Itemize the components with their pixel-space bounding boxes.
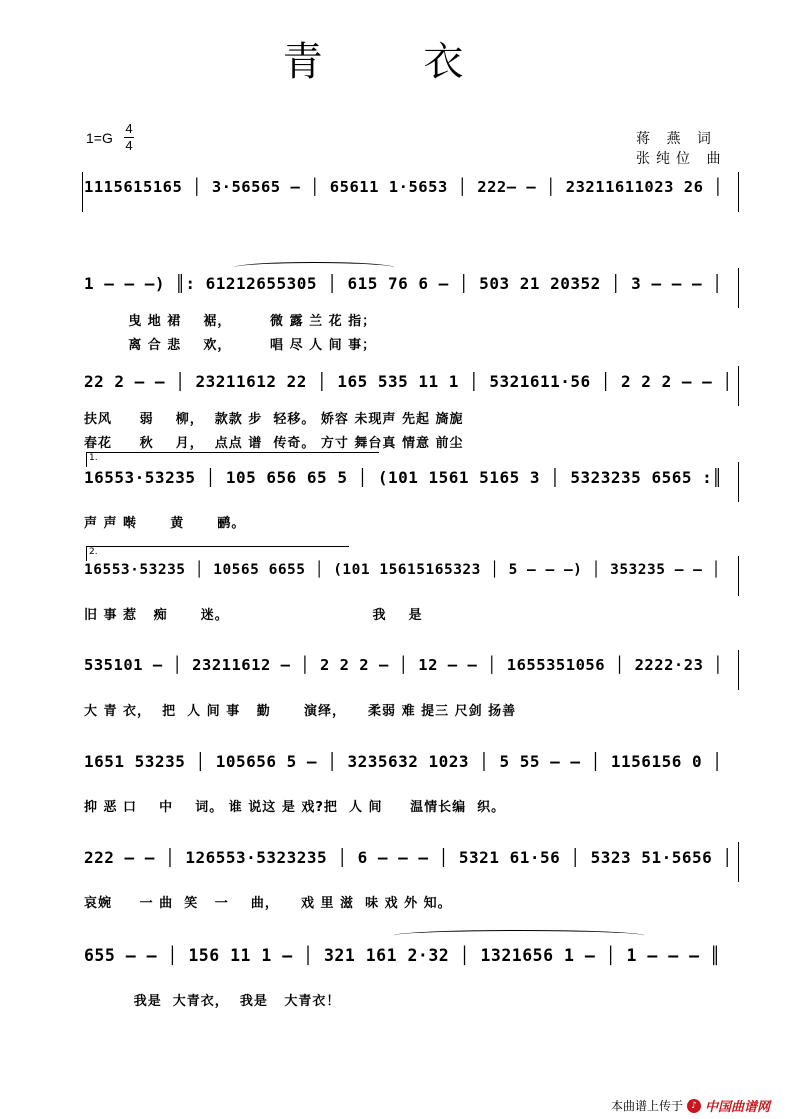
time-signature-bottom: 4 — [125, 138, 133, 153]
lyric-line: 曳 地 裙 裾， 微 露 兰 花 指； — [84, 314, 377, 329]
notation-line: 535101 – │ 23211612 – │ 2 2 2 – │ 12 – – │ 1655351056 │ 2222·23 │ — [84, 656, 724, 674]
notation-line: 655 – – │ 156 11 1 – │ 321 161 2·32 │ 1321656 1 – │ 1 – – – ║ — [84, 946, 721, 965]
volta-bracket-2: 2. — [86, 546, 349, 561]
score-system-7 — [84, 746, 740, 786]
composer-credit: 张纯位 曲 — [636, 151, 727, 167]
lyric-line: 扶风 弱 柳， 款款 步 轻移。 娇容 未现声 先起 旖旎 — [84, 412, 464, 427]
site-logo[interactable]: 中国曲谱网 — [704, 1100, 770, 1115]
lyric-line: 哀婉 一 曲 笑 一 曲， 戏 里 滋 味 戏 外 知。 — [84, 896, 452, 911]
song-title: 青 衣 — [282, 39, 508, 85]
lyric-line: 抑 恶 口 中 词。 谁 说这 是 戏?把 人 间 温情长编 织。 — [84, 800, 506, 815]
score-system-3 — [84, 366, 740, 406]
volta-bracket-1: 1. — [86, 452, 379, 467]
notation-line: 22 2 – – │ 23211612 22 │ 165 535 11 1 │ 5321611·56 │ 2 2 2 – – │ — [84, 372, 733, 391]
lyric-line: 我是 大青衣， 我是 大青衣！ — [84, 994, 341, 1009]
circle-logo-icon: ♪ — [687, 1099, 701, 1113]
lyric-line: 大 青 衣， 把 人 间 事 勤 演绎， 柔弱 难 提三 尺剑 扬善 — [84, 704, 517, 719]
score-system-8 — [84, 842, 740, 882]
key-signature: 1=G — [86, 130, 113, 146]
footer-text: 本曲谱上传于 — [610, 1099, 683, 1113]
lyric-line: 离 合 悲 欢， 唱 尽 人 间 事； — [84, 338, 377, 353]
score-system-5 — [84, 556, 740, 596]
lyric-line: 声 声 啭 黄 鹂。 — [84, 516, 246, 531]
footer-credit — [611, 1096, 770, 1115]
notation-line: 1651 53235 │ 105656 5 – │ 3235632 1023 │ 5 55 – – │ 1156156 0 │ — [84, 752, 723, 771]
notation-line: 1 – – –) ║: 61212655305 │ 615 76 6 – │ 503 21 20352 │ 3 – – – │ — [84, 274, 723, 293]
notation-line: 1115615165 │ 3·56565 – │ 65611 1·5653 │ 222– – │ 23211611023 26 │ — [84, 178, 724, 196]
notation-line: 222 – – │ 126553·5323235 │ 6 – – – │ 5321 61·56 │ 5323 51·5656 │ — [84, 848, 733, 867]
score-system-4 — [84, 462, 740, 502]
lyric-line: 春花 秋 月， 点点 谱 传奇。 方寸 舞台真 情意 前尘 — [84, 436, 464, 451]
score-system-2 — [84, 268, 740, 308]
score-system-6 — [84, 650, 740, 690]
lyric-line: 旧 事 惹 痴 迷。 我 是 — [84, 608, 423, 623]
time-signature-top: 4 — [125, 121, 133, 136]
notation-line: 16553·53235 │ 105 656 65 5 │ (101 1561 5165 3 │ 5323235 6565 :║ — [84, 468, 723, 487]
time-signature — [124, 121, 134, 154]
score-system-1 — [84, 172, 740, 212]
score-system-9 — [84, 940, 740, 980]
notation-line: 16553·53235 │ 10565 6655 │ (101 15615165323 │ 5 – – –) │ 353235 – – │ — [84, 562, 721, 578]
lyricist-credit: 蒋 燕 词 — [636, 131, 717, 147]
